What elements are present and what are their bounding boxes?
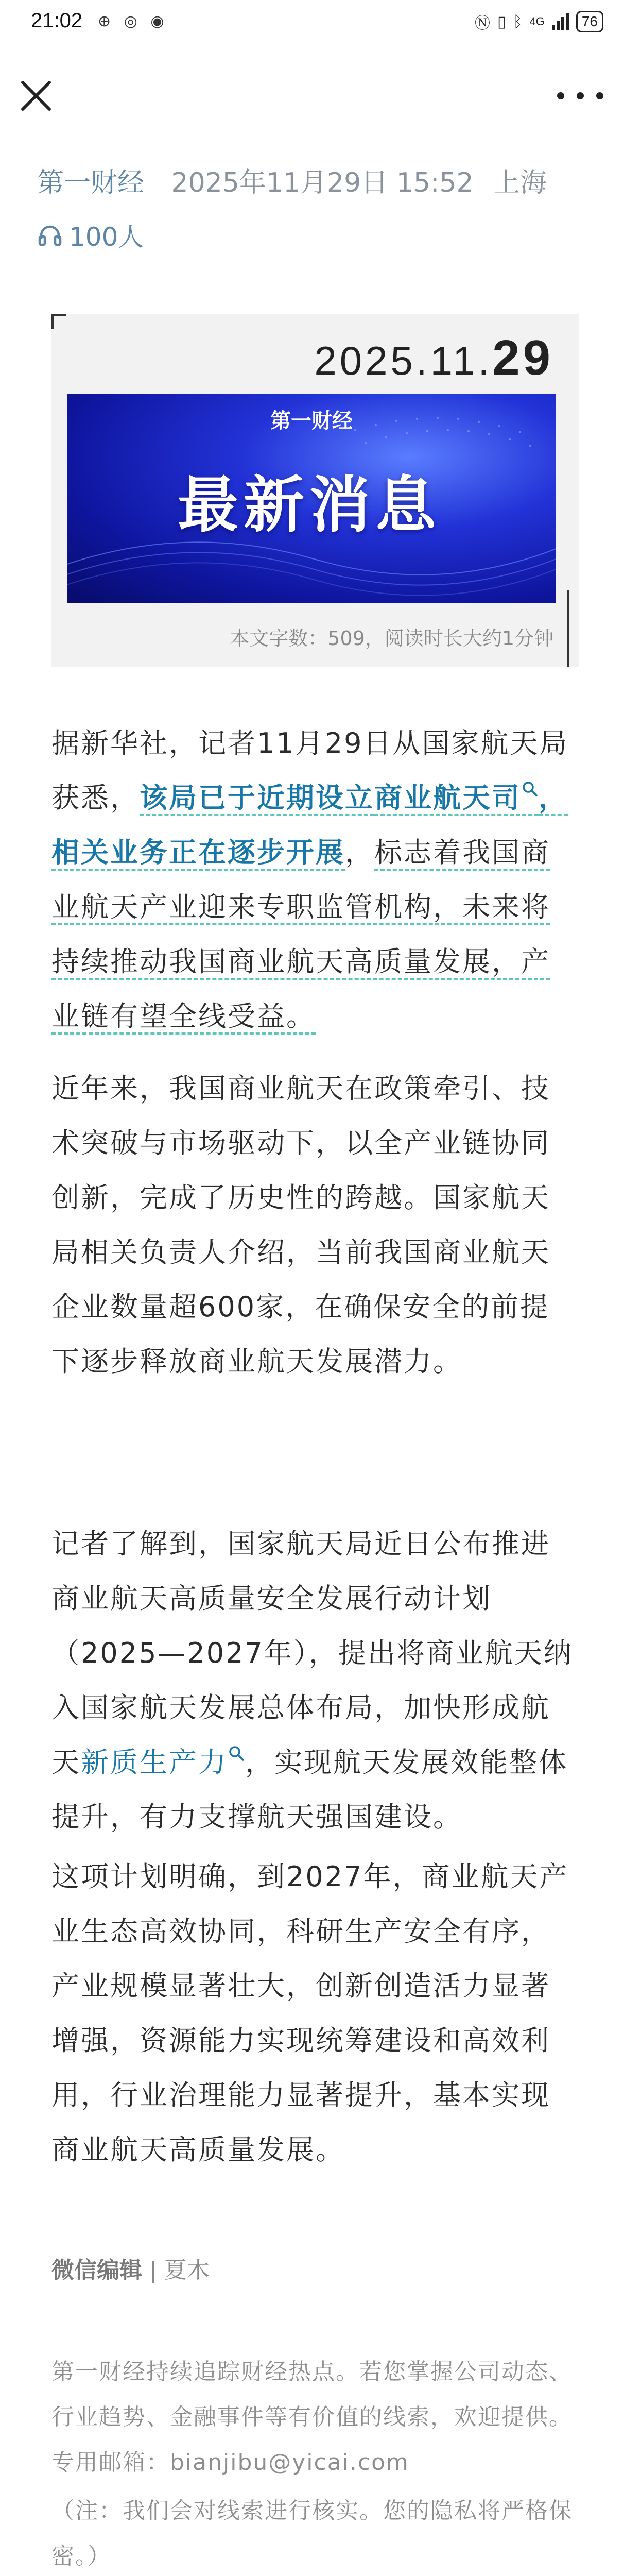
- paragraph-text: 据新华社，记者11月29日从国家航天局获悉，: [51, 727, 569, 814]
- paragraph-text: ，: [345, 836, 374, 869]
- banner-title: 最新消息: [178, 469, 442, 540]
- banner-caption: 本文字数：509，阅读时长大约1分钟: [230, 627, 553, 650]
- highlight-text: ，相关业务正在逐步开展: [51, 782, 568, 871]
- banner-corner-decoration: [567, 590, 569, 667]
- headphones-icon: [37, 222, 63, 248]
- vibrate-icon: ▯: [497, 12, 506, 31]
- underlined-text: 标志着我国商业航天产业迎来专职监管机构，未来将持续推动我国商业航天高质量发展，产业链有望全线受益。: [51, 836, 550, 1035]
- banner-image: [67, 394, 556, 603]
- article-paragraph-2: 近年来，我国商业航天在政策牵引、技术突破与市场驱动下，以全产业链协同创新，完成了历史性的跨越。国家航天局相关负责人介绍，当前我国商业航天企业数量超600家，在确保安全的前提下逐步释放商业航天发展潜力。: [51, 1072, 550, 1378]
- keyword-link-new-productivity[interactable]: [81, 1746, 245, 1778]
- notification-icons: ⊕ ◎ ◉: [98, 12, 168, 30]
- keyword-link-commercial-space-dept[interactable]: [374, 782, 539, 816]
- search-icon: [228, 1744, 245, 1762]
- listen-button[interactable]: [37, 216, 144, 253]
- banner-date: [314, 330, 553, 386]
- more-dot-icon: [577, 92, 584, 99]
- paragraph-text: 记者了解到，国家航天局近日公布推进商业航天高质量安全发展行动计划（2025—2027年），提出将商业航天纳入国家航天发展总体布局，加快形成航天: [51, 1528, 573, 1778]
- article-source[interactable]: 第一财经: [37, 167, 145, 198]
- keyword-text: 新质生产力: [81, 1746, 228, 1778]
- status-bar: [0, 0, 624, 49]
- editor-credit: [51, 2251, 210, 2284]
- footer-disclaimer: （注：我们会对线索进行核实。您的隐私将严格保密。）: [51, 2498, 573, 2569]
- banner-logo: 第一财经: [270, 410, 353, 432]
- paragraph-text: ，实现航天发展效能整体提升，有力支撑航天强国建设。: [51, 1746, 568, 1833]
- signal-icon: [552, 13, 569, 30]
- editor-name: | 夏木: [149, 2257, 210, 2283]
- editor-label: 微信编辑: [51, 2257, 142, 2283]
- search-icon: [521, 780, 539, 798]
- article-paragraph-4: 这项计划明确，到2027年，商业航天产业生态高效协同，科研生产安全有序，产业规模显著壮大，创新创造活力显著增强，资源能力实现统筹建设和高效利用，行业治理能力显著提升，基本实现商业航天高质量发展。: [51, 1860, 569, 2166]
- status-right-icons: [475, 10, 603, 33]
- nfc-icon: Ⓝ: [474, 14, 490, 32]
- highlight-text: 该局已于近期设立: [140, 782, 374, 816]
- bluetooth-icon: ᛒ: [513, 12, 523, 31]
- network-label: 4G: [529, 15, 545, 28]
- banner-date-prefix: 2025.11.: [314, 338, 493, 383]
- more-dot-icon: [596, 92, 603, 99]
- status-time: 21:02: [31, 9, 83, 32]
- footer-note: 第一财经持续追踪财经热点。若您掌握公司动态、行业趋势、金融事件等有价值的线索，欢迎提供。专用邮箱：bianjibu@yicai.com: [51, 2359, 573, 2476]
- news-banner: [51, 314, 579, 667]
- banner-date-day: 29: [492, 330, 553, 385]
- banner-corner-decoration: [51, 314, 66, 329]
- article-meta: [37, 161, 547, 199]
- keyword-text: 商业航天司: [374, 782, 521, 814]
- close-button[interactable]: [15, 75, 57, 116]
- battery-icon: 76: [576, 11, 603, 32]
- article-location: 上海: [493, 167, 547, 198]
- more-dot-icon: [557, 92, 564, 99]
- listener-count: 100人: [69, 222, 144, 252]
- article-paragraph-3: [51, 1517, 577, 1844]
- close-icon: [15, 75, 57, 116]
- article-paragraph-1: [51, 716, 577, 1044]
- more-options-button[interactable]: [557, 80, 603, 111]
- top-nav: [0, 49, 624, 147]
- article-date: 2025年11月29日 15:52: [171, 167, 474, 198]
